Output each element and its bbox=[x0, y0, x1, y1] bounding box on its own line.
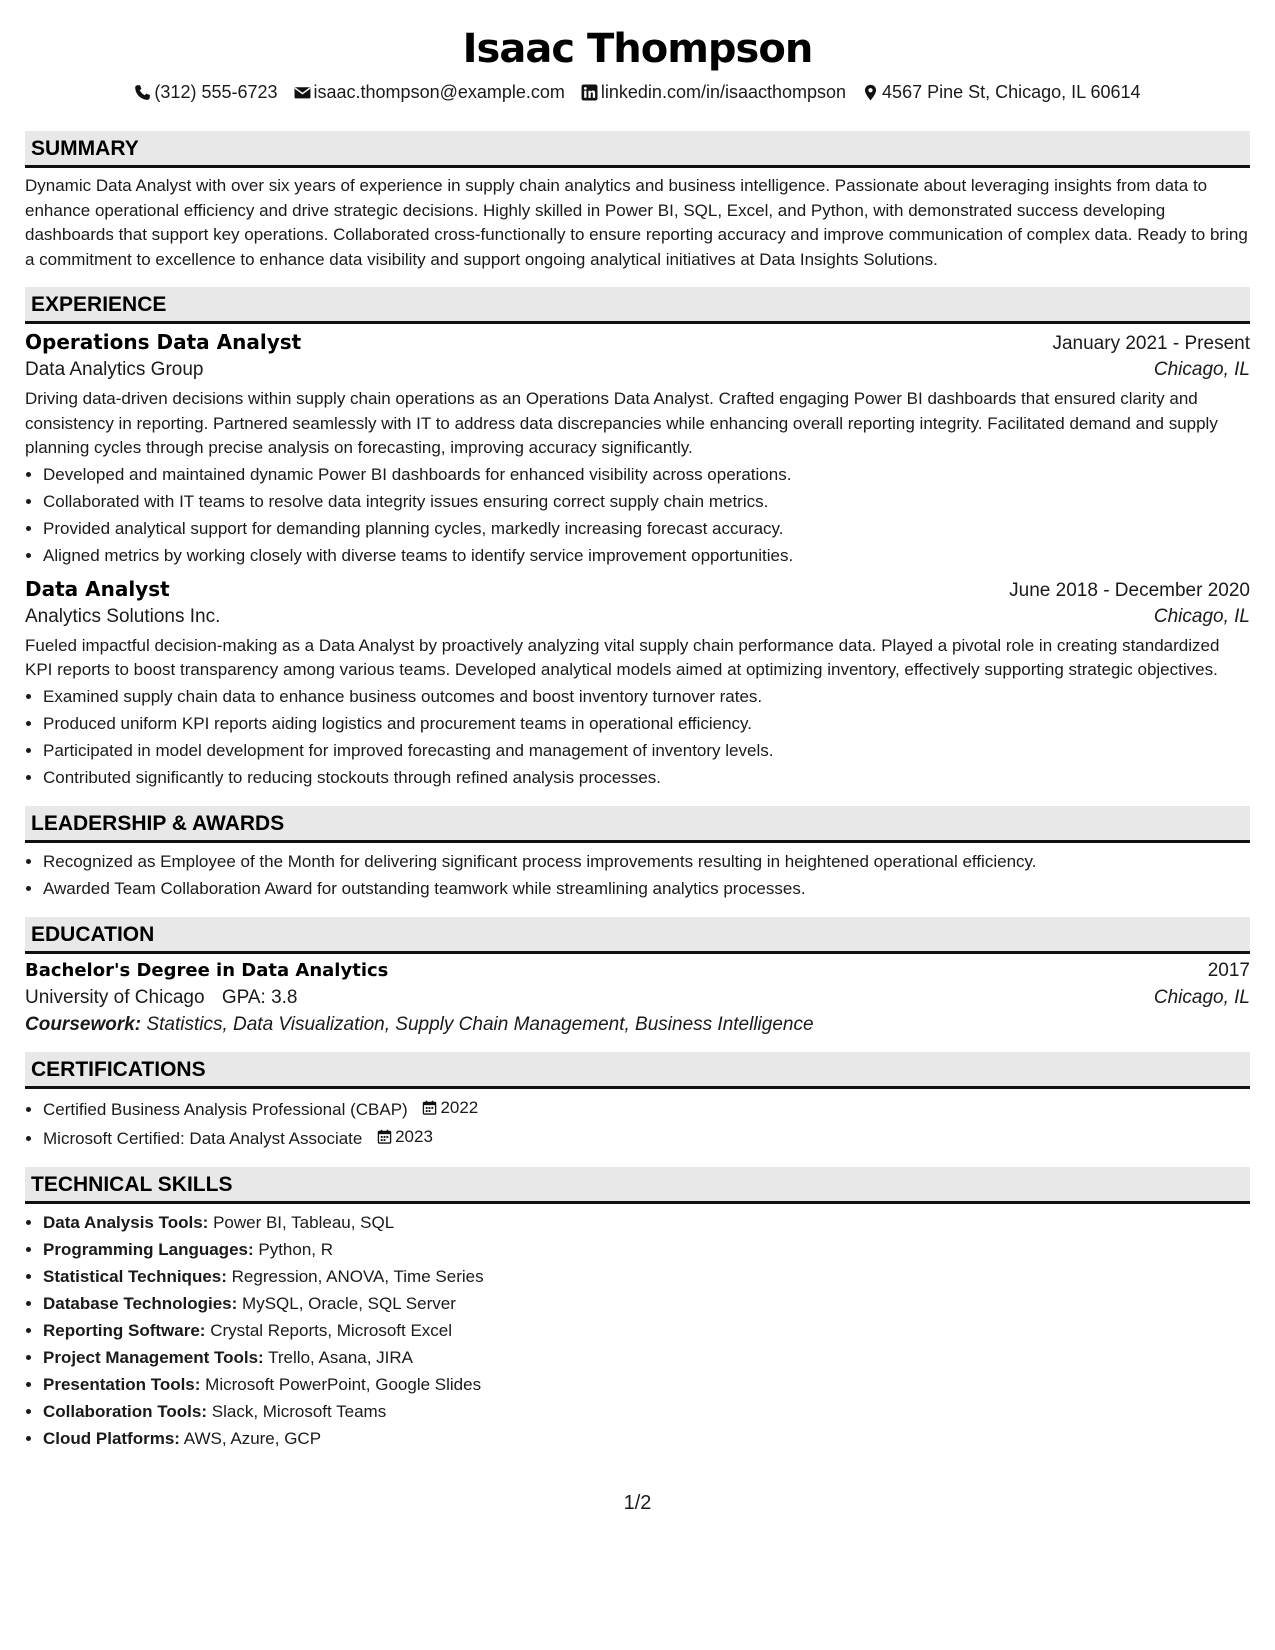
job-title: Operations Data Analyst bbox=[25, 330, 302, 354]
education-entry bbox=[25, 960, 1250, 1036]
candidate-name: Isaac Thompson bbox=[462, 26, 813, 72]
contact-bar bbox=[25, 78, 1250, 106]
leadership-item: • Awarded Team Collaboration Award for outstanding teamwork while streamlining analytics processes. bbox=[43, 875, 1250, 902]
certification-year: 2023 bbox=[395, 1126, 433, 1146]
job-dates: January 2021 - Present bbox=[1052, 333, 1250, 354]
certification-item bbox=[43, 1123, 1250, 1152]
job-bullet: • Aligned metrics by working closely with diverse teams to identify service improvement opportunities. bbox=[43, 542, 1250, 569]
school-name: University of Chicago bbox=[25, 986, 205, 1008]
email-link[interactable]: isaac.thompson@example.com bbox=[313, 81, 565, 102]
skill-value: AWS, Azure, GCP bbox=[183, 1428, 322, 1448]
contact-email[interactable] bbox=[294, 82, 565, 103]
job-bullet: • Provided analytical support for demanding planning cycles, markedly increasing forecast accuracy. bbox=[43, 515, 1250, 542]
section-heading-education: EDUCATION bbox=[25, 917, 1250, 954]
skill-item bbox=[43, 1371, 1250, 1398]
section-heading-certifications: CERTIFICATIONS bbox=[25, 1052, 1250, 1089]
skill-value: Trello, Asana, JIRA bbox=[268, 1347, 414, 1367]
job-entry bbox=[25, 577, 1250, 791]
gpa: GPA: 3.8 bbox=[221, 986, 298, 1008]
skill-value: Python, R bbox=[258, 1239, 334, 1259]
section-heading-experience: EXPERIENCE bbox=[25, 287, 1250, 324]
job-dates: June 2018 - December 2020 bbox=[1009, 579, 1250, 601]
job-bullet: • Developed and maintained dynamic Power BI dashboards for enhanced visibility across operations. bbox=[43, 461, 1250, 488]
coursework-list: Statistics, Data Visualization, Supply Chain Management, Business Intelligence bbox=[146, 1013, 814, 1035]
skill-label: Collaboration Tools: bbox=[43, 1401, 208, 1421]
job-title: Data Analyst bbox=[25, 576, 170, 601]
job-header-row bbox=[25, 330, 1250, 355]
phone-icon bbox=[134, 84, 151, 101]
skill-item bbox=[43, 1317, 1250, 1344]
certification-year: 2022 bbox=[440, 1097, 479, 1117]
summary-text: Dynamic Data Analyst with over six years of experience in supply chain analytics and business intelligence. Passionate about leveraging insights from data to enhance operational efficiency and drive strategic decisions. Highly skilled in Power BI, SQL, Excel, and Python, with demonstrated success developing dashboards that support key operations. Collaborated cross-functionally to ensure reporting accuracy and improve communication of complex data. Ready to bring a commitment to excellence to enhance data visibility and support ongoing analytical initiatives at Data Insights Solutions. bbox=[25, 176, 1248, 269]
job-company-row bbox=[25, 359, 1250, 381]
job-header-row bbox=[25, 577, 1250, 602]
section-heading-skills: TECHNICAL SKILLS bbox=[25, 1167, 1250, 1204]
skill-value: Power BI, Tableau, SQL bbox=[213, 1212, 395, 1232]
coursework-line bbox=[25, 1014, 1250, 1036]
skill-value: Microsoft PowerPoint, Google Slides bbox=[205, 1374, 482, 1394]
job-bullet: • Produced uniform KPI reports aiding logistics and procurement teams in operational efficiency. bbox=[43, 710, 1250, 737]
education-degree-row bbox=[25, 960, 1250, 982]
linkedin-link[interactable]: linkedin.com/in/isaacthompson bbox=[600, 81, 847, 102]
skill-item bbox=[43, 1236, 1250, 1263]
linkedin-icon bbox=[581, 84, 598, 101]
skill-item bbox=[43, 1263, 1250, 1290]
skill-label: Programming Languages: bbox=[43, 1239, 254, 1259]
skill-item bbox=[43, 1344, 1250, 1371]
job-bullet: • Contributed significantly to reducing stockouts through refined analysis processes. bbox=[43, 764, 1250, 791]
calendar-icon bbox=[422, 1100, 437, 1115]
skill-label: Cloud Platforms: bbox=[43, 1428, 180, 1448]
contact-phone bbox=[134, 82, 277, 103]
job-bullet: • Examined supply chain data to enhance business outcomes and boost inventory turnover rates. bbox=[43, 683, 1250, 710]
job-bullet: • Participated in model development for improved forecasting and management of inventory levels. bbox=[43, 737, 1250, 764]
address-text: 4567 Pine St, Chicago, IL 60614 bbox=[882, 81, 1141, 102]
skill-label: Database Technologies: bbox=[43, 1293, 238, 1313]
skill-value: Regression, ANOVA, Time Series bbox=[231, 1266, 484, 1286]
leadership-item: • Recognized as Employee of the Month for delivering significant process improvements resulting in heightened operational efficiency. bbox=[43, 848, 1250, 875]
contact-address bbox=[862, 82, 1141, 103]
job-bullets bbox=[25, 461, 1250, 569]
skills-list bbox=[25, 1209, 1250, 1452]
certification-date bbox=[422, 1094, 478, 1121]
section-heading-leadership: LEADERSHIP & AWARDS bbox=[25, 806, 1250, 843]
skill-item bbox=[43, 1209, 1250, 1236]
envelope-icon bbox=[294, 84, 311, 101]
skill-value: Crystal Reports, Microsoft Excel bbox=[210, 1320, 453, 1340]
skill-item bbox=[43, 1425, 1250, 1452]
job-company: Data Analytics Group bbox=[25, 359, 204, 380]
page-number: 1/2 bbox=[623, 1492, 652, 1514]
resume-page bbox=[25, 0, 1250, 1452]
job-description: Fueled impactful decision-making as a Data Analyst by proactively analyzing vital supply chain performance data. Played a pivotal role in creating standardized KPI reports to boost transparency among various teams. Developed analytical models aimed at optimizing inventory, effectively supporting strategic objectives. bbox=[25, 635, 1220, 679]
job-bullets bbox=[25, 683, 1250, 791]
job-bullet: • Collaborated with IT teams to resolve data integrity issues ensuring correct supply chain metrics. bbox=[43, 488, 1250, 515]
certifications-list bbox=[25, 1094, 1250, 1152]
skill-label: Data Analysis Tools: bbox=[43, 1212, 209, 1232]
certification-name: Microsoft Certified: Data Analyst Associate bbox=[43, 1128, 363, 1148]
contact-linkedin[interactable] bbox=[581, 82, 846, 103]
skill-label: Reporting Software: bbox=[43, 1320, 206, 1340]
map-marker-icon bbox=[862, 84, 879, 101]
skill-label: Project Management Tools: bbox=[43, 1347, 264, 1367]
school-info bbox=[25, 987, 298, 1009]
job-company: Analytics Solutions Inc. bbox=[25, 605, 221, 627]
leadership-list bbox=[25, 848, 1250, 902]
job-location: Chicago, IL bbox=[1153, 605, 1250, 627]
skill-value: Slack, Microsoft Teams bbox=[211, 1401, 387, 1421]
skill-label: Statistical Techniques: bbox=[43, 1266, 227, 1286]
job-location: Chicago, IL bbox=[1153, 359, 1250, 380]
job-description: Driving data-driven decisions within supply chain operations as an Operations Data Analyst. Crafted engaging Power BI dashboards that ensured clarity and consistency in reporting. Partnered seamlessly with IT to address data discrepancies while enhancing overall reporting integrity. Facilitated demand and supply planning cycles through precise analysis on forecasting, improving accuracy significantly. bbox=[25, 389, 1218, 457]
job-entry bbox=[25, 330, 1250, 569]
skill-label: Presentation Tools: bbox=[43, 1374, 201, 1394]
coursework-label: Coursework: bbox=[25, 1013, 142, 1035]
skill-value: MySQL, Oracle, SQL Server bbox=[242, 1293, 456, 1313]
section-heading-summary: SUMMARY bbox=[25, 131, 1250, 168]
calendar-icon bbox=[377, 1129, 392, 1144]
graduation-year: 2017 bbox=[1207, 959, 1250, 981]
education-school-row bbox=[25, 987, 1250, 1009]
degree-title: Bachelor's Degree in Data Analytics bbox=[25, 959, 389, 981]
certification-item bbox=[43, 1094, 1250, 1123]
certification-date bbox=[377, 1123, 433, 1150]
phone-text: (312) 555-6723 bbox=[154, 81, 278, 102]
school-location: Chicago, IL bbox=[1153, 986, 1250, 1008]
job-company-row bbox=[25, 606, 1250, 628]
certification-name: Certified Business Analysis Professional (CBAP) bbox=[43, 1099, 408, 1119]
skill-item bbox=[43, 1398, 1250, 1425]
skill-item bbox=[43, 1290, 1250, 1317]
